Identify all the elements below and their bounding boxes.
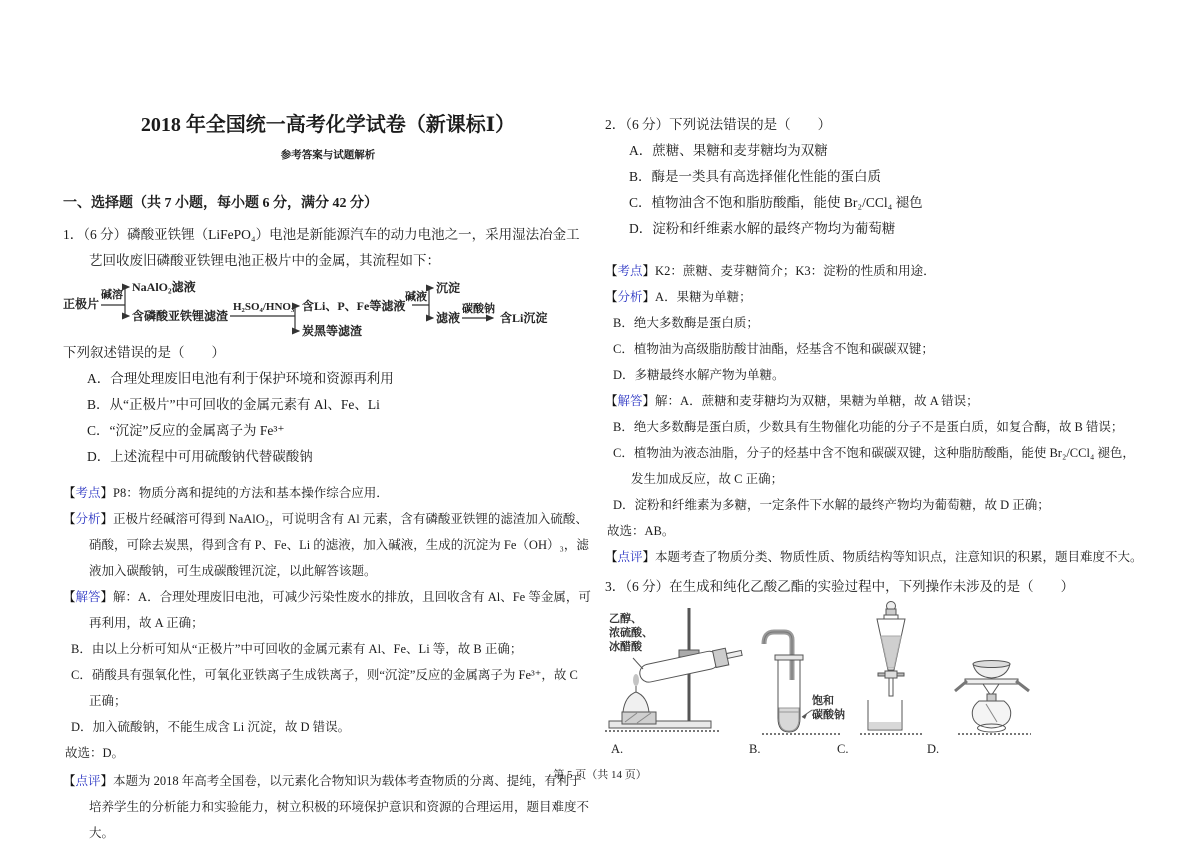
tag-bracket: 【 bbox=[63, 512, 76, 526]
tag-bracket: 】 bbox=[642, 264, 656, 278]
flow-node-filtrate: 滤液 bbox=[436, 311, 461, 325]
q3-option-d: D. bbox=[927, 742, 940, 756]
flow-label-sodium-carbonate: 碳酸钠 bbox=[462, 303, 495, 315]
q3-option-c: C. bbox=[837, 742, 849, 756]
q3-figures bbox=[605, 600, 1145, 758]
tag-bracket: 】 bbox=[642, 550, 656, 564]
flow-node-start: 正极片 bbox=[63, 297, 100, 311]
q1-option-c: C．“沉淀”反应的金属离子为 Fe³⁺ bbox=[87, 423, 285, 438]
tag-bracket: 【 bbox=[605, 290, 618, 304]
alcohol-lamp bbox=[623, 692, 649, 712]
q1-answer: 故选：D。 bbox=[65, 746, 125, 760]
tag-bracket: 】 bbox=[642, 394, 656, 408]
q1-solution-intro-text: 解：A．合理处理废旧电池，可减少污染性废水的排放，且回收含有 Al、Fe 等金属，可再利用，故 A 正确； bbox=[89, 590, 591, 630]
q3-option-b: B. bbox=[749, 742, 761, 756]
figure-c-separating-funnel bbox=[860, 600, 940, 740]
q1-option-b: B．从“正极片”中可回收的金属元素有 Al、Fe、Li bbox=[87, 397, 380, 412]
beaker-liquid bbox=[869, 722, 901, 729]
q2-stem: 2．（6 分）下列说法错误的是（ ） bbox=[605, 117, 832, 132]
q2-analysis-c: C．植物油为高级脂肪酸甘油酯，烃基含不饱和碳碳双键； bbox=[613, 342, 934, 356]
q1-stem: 1．（6 分）磷酸亚铁锂（LiFePO₄）电池是新能源汽车的动力电池之一，采用湿法冶金工艺回收废旧磷酸亚铁锂电池正极片中的金属，其流程如下： bbox=[63, 227, 580, 268]
tag-bracket: 【 bbox=[605, 264, 618, 278]
q2-option-c: C．植物油含不饱和脂肪酸酯，能使 Br₂/CCl₄ 褪色 bbox=[629, 195, 923, 210]
left-column bbox=[63, 0, 593, 846]
flow-node-carbon-residue: 炭黑等滤渣 bbox=[302, 324, 363, 338]
q2-answer: 故选：AB。 bbox=[607, 524, 675, 538]
flame bbox=[633, 674, 639, 686]
section-heading: 一、选择题（共 7 小题，每小题 6 分，满分 42 分） bbox=[63, 196, 378, 211]
q2-solution-a bbox=[605, 388, 1145, 414]
stopcock bbox=[885, 671, 897, 678]
tag-bracket: 】 bbox=[642, 290, 656, 304]
q2-solution-a-text: 解：A．蔗糖和麦芽糖均为双糖，果糖为单糖，故 A 错误； bbox=[655, 394, 979, 408]
tag-bracket: 】 bbox=[100, 486, 114, 500]
q1-solution-d: D．加入硫酸钠，不能生成含 Li 沉淀，故 D 错误。 bbox=[71, 720, 351, 734]
tag-bracket: 【 bbox=[63, 590, 76, 604]
right-column bbox=[605, 0, 1145, 758]
analysis-tag: 分析 bbox=[617, 290, 643, 304]
q2-exam-point-text: K2：蔗糖、麦芽糖简介；K3：淀粉的性质和用途． bbox=[655, 264, 936, 278]
q2-analysis-a-text: A．果糖为单糖； bbox=[655, 290, 752, 304]
flow-node-li-p-fe-filtrate: 含Li、P、Fe等滤液 bbox=[302, 299, 406, 313]
tag-bracket: 【 bbox=[605, 394, 618, 408]
caption-line: 冰醋酸 bbox=[609, 641, 642, 653]
q2-analysis-d: D．多糖最终水解产物为单糖。 bbox=[613, 368, 785, 382]
iron-ring bbox=[965, 679, 1018, 684]
caption-line: 浓硫酸、 bbox=[609, 627, 653, 639]
page-number: 第 5 页（共 14 页） bbox=[553, 769, 647, 781]
q1-exam-point-text: P8：物质分离和提纯的方法和基本操作综合应用． bbox=[113, 486, 389, 500]
q3-option-a: A. bbox=[611, 742, 624, 756]
caption-line: 饱和 bbox=[812, 695, 834, 707]
flow-label-alkali-dissolve: 碱溶 bbox=[101, 289, 123, 301]
q2-analysis-b: B．绝大多数酶是蛋白质； bbox=[613, 316, 759, 330]
q1-solution-b: B．由以上分析可知从“正极片”中可回收的金属元素有 Al、Fe、Li 等，故 B 正确； bbox=[71, 642, 523, 656]
flow-node-lifepo4-residue: 含磷酸亚铁锂滤渣 bbox=[132, 309, 229, 323]
caption-line: 乙醇、 bbox=[609, 613, 642, 625]
figure-b-caption bbox=[812, 694, 845, 722]
q2-comment bbox=[605, 544, 1145, 570]
figure-a-caption bbox=[609, 612, 653, 654]
q2-analysis-a bbox=[605, 284, 1145, 310]
q3-stem: 3．（6 分）在生成和纯化乙酸乙酯的实验过程中，下列操作未涉及的是（ ） bbox=[605, 579, 1075, 594]
q2-option-d: D．淀粉和纤维素水解的最终产物均为葡萄糖 bbox=[629, 221, 896, 236]
q1-option-a: A．合理处理废旧电池有利于保护环境和资源再利用 bbox=[87, 371, 394, 386]
q1-solution-intro bbox=[63, 584, 593, 636]
solution-tag: 解答 bbox=[617, 394, 643, 408]
q1-question: 下列叙述错误的是（ ） bbox=[63, 345, 225, 360]
q1-solution-c: C．硝酸具有强氧化性，可氧化亚铁离子生成铁离子，则“沉淀”反应的金属离子为 Fe³⁺，故 C 正确； bbox=[71, 668, 578, 708]
caption-line: 碳酸钠 bbox=[812, 709, 845, 721]
flow-node-precipitate: 沉淀 bbox=[436, 281, 461, 295]
q2-solution-c: C．植物油为液态油脂，分子的烃基中含不饱和碳碳双键，这种脂肪酸酯，能使 Br₂/CCl₄ 褪色，发生加成反应，故 C 正确； bbox=[613, 446, 1135, 486]
q2-exam-point bbox=[605, 258, 1145, 284]
exam-point-tag: 考点 bbox=[75, 486, 101, 500]
flow-label-acid: H₂SO₄/HNO₃ bbox=[233, 301, 295, 313]
tag-bracket: 【 bbox=[63, 774, 76, 788]
flow-node-naalo2-filtrate: NaAlO₂滤液 bbox=[132, 280, 196, 294]
q1-analysis-text: 正极片经碱溶可得到 NaAlO₂，可说明含有 Al 元素，含有磷酸亚铁锂的滤渣加入硫酸、硝酸，可除去炭黑，得到含有 P、Fe、Li 的滤液，加入碱液，生成的沉淀为 Fe（OH）₃，滤液加入碳酸钠，可生成碳酸锂沉淀，以此解答该题。 bbox=[89, 512, 589, 578]
tag-bracket: 】 bbox=[100, 774, 114, 788]
page-subtitle: 参考答案与试题解析 bbox=[280, 150, 376, 161]
q2-solution-b: B．绝大多数酶是蛋白质，少数具有生物催化功能的分子不是蛋白质，如复合酶，故 B 错误； bbox=[613, 420, 1124, 434]
q1-exam-point bbox=[63, 480, 593, 506]
comment-tag: 点评 bbox=[75, 774, 101, 788]
funnel-liquid bbox=[881, 636, 901, 668]
flow-node-li-precipitate: 含Li沉淀 bbox=[500, 311, 548, 325]
q1-analysis bbox=[63, 506, 593, 584]
q2-option-a: A．蔗糖、果糖和麦芽糖均为双糖 bbox=[629, 143, 828, 158]
flow-label-alkali-liquid: 碱液 bbox=[405, 291, 427, 303]
q2-option-b: B．酶是一类具有高选择催化性能的蛋白质 bbox=[629, 169, 882, 184]
q2-solution-d: D．淀粉和纤维素为多糖，一定条件下水解的最终产物均为葡萄糖，故 D 正确； bbox=[613, 498, 1050, 512]
q1-flowchart bbox=[63, 278, 587, 340]
analysis-tag: 分析 bbox=[75, 512, 101, 526]
page-title: 2018 年全国统一高考化学试卷（新课标Ⅰ） bbox=[140, 114, 516, 136]
comment-tag: 点评 bbox=[617, 550, 643, 564]
q1-option-d: D．上述流程中可用硫酸钠代替碳酸钠 bbox=[87, 449, 313, 464]
q2-comment-text: 本题考查了物质分类、物质性质、物质结构等知识点，注意知识的积累，题目难度不大。 bbox=[655, 550, 1143, 564]
solution-tag: 解答 bbox=[75, 590, 101, 604]
figure-d-evaporating-dish bbox=[953, 600, 1038, 740]
tag-bracket: 【 bbox=[605, 550, 618, 564]
exam-point-tag: 考点 bbox=[617, 264, 643, 278]
q1-comment-text: 本题为 2018 年高考全国卷，以元素化合物知识为载体考查物质的分离、提纯，有利于培养学生的分析能力和实验能力，树立积极的环境保护意识和资源的合理运用，题目难度不大。 bbox=[89, 774, 590, 840]
tag-bracket: 【 bbox=[63, 486, 76, 500]
liquid bbox=[779, 708, 799, 731]
tag-bracket: 】 bbox=[100, 512, 114, 526]
tag-bracket: 】 bbox=[100, 590, 114, 604]
